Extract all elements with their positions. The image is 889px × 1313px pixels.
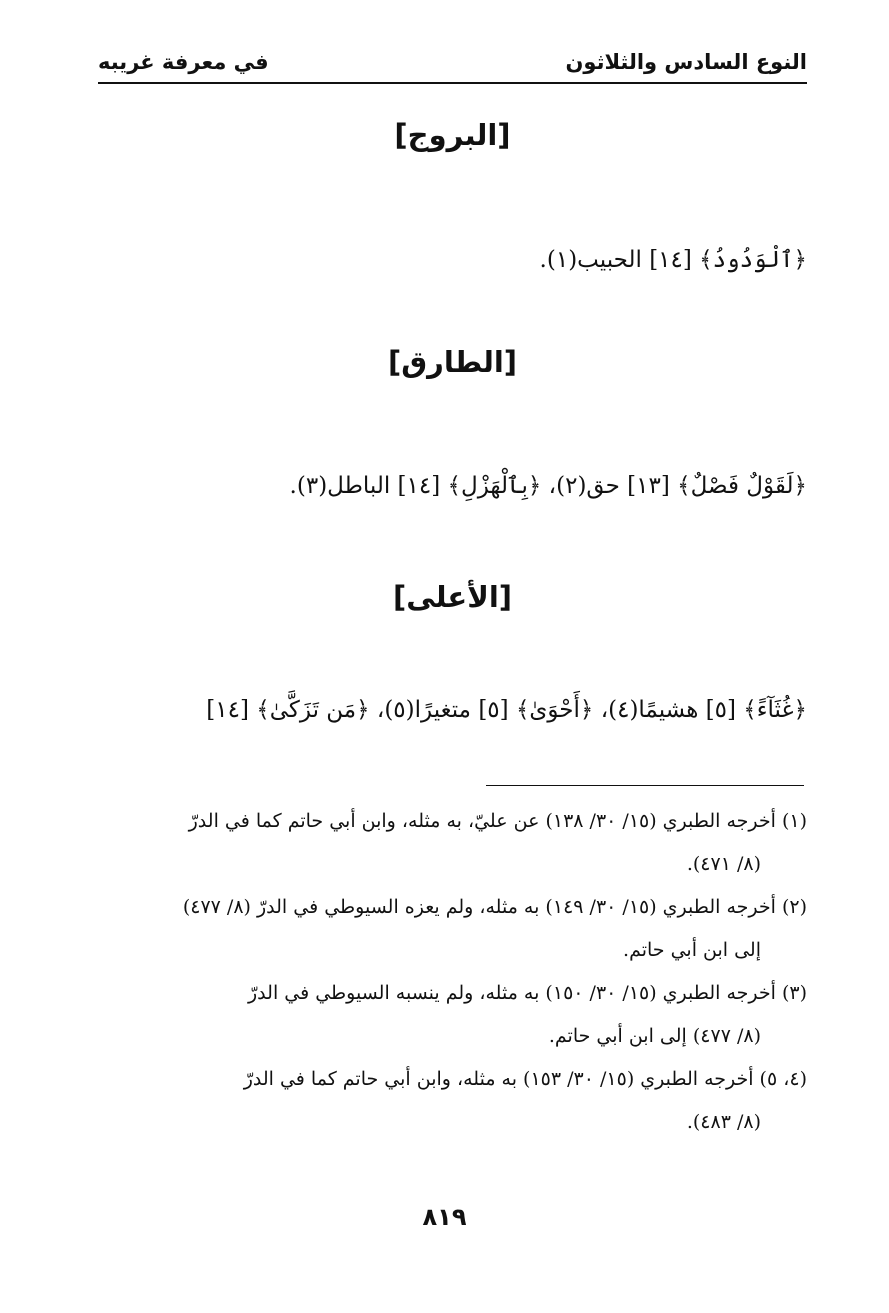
- header-section-title: في معرفة غريبه: [98, 50, 269, 74]
- surah-title-ala: [الأعلى]: [392, 580, 513, 614]
- footnote-line: (٨/ ٤٧٧) إلى ابن أبي حاتم.: [548, 1025, 761, 1047]
- footnote: [80, 886, 807, 972]
- footnote-line: (٢) أخرجه الطبري (١٥/ ٣٠/ ١٤٩) به مثله، ولم يعزه السيوطي في الدرّ (٨/ ٤٧٧): [182, 896, 807, 918]
- surah-title-tariq: [الطارق]: [387, 345, 518, 379]
- footnote-divider: [486, 785, 804, 786]
- header-chapter-title: النوع السادس والثلاثون: [565, 50, 807, 74]
- surah-title-buruj: [البروج]: [394, 118, 511, 152]
- footnote-line: (٤، ٥) أخرجه الطبري (١٥/ ٣٠/ ١٥٣) به مثله، وابن أبي حاتم كما في الدرّ: [243, 1068, 807, 1090]
- verse-line: ﴿لَقَوْلٌ فَصْلٌ﴾ [١٣] حق(٢)، ﴿بِٱلْهَزْلِ﴾ [١٤] الباطل(٣).: [289, 473, 807, 499]
- verse-line: ﴿ٱلْوَدُودُ﴾ [١٤] الحبيب(١).: [539, 247, 807, 273]
- footnote-line: إلى ابن أبي حاتم.: [623, 939, 761, 961]
- running-header: [98, 42, 807, 84]
- page-number: ٨١٩: [422, 1203, 467, 1231]
- footnote-line: (١) أخرجه الطبري (١٥/ ٣٠/ ١٣٨) عن عليّ، به مثله، وابن أبي حاتم كما في الدرّ: [188, 810, 807, 832]
- footnote: [80, 800, 807, 886]
- footnote-line: (٣) أخرجه الطبري (١٥/ ٣٠/ ١٥٠) به مثله، ولم ينسبه السيوطي في الدرّ: [248, 982, 807, 1004]
- footnote: [80, 1058, 807, 1144]
- footnote-line: (٨/ ٤٧١).: [686, 853, 761, 875]
- footnote: [80, 972, 807, 1058]
- footnotes: [80, 800, 807, 1144]
- verse-line: ﴿غُثَآءً﴾ [٥] هشيمًا(٤)، ﴿أَحْوَىٰ﴾ [٥] متغيرًا(٥)، ﴿مَن تَزَكَّىٰ﴾ [١٤]: [206, 697, 807, 723]
- footnote-line: (٨/ ٤٨٣).: [686, 1111, 761, 1133]
